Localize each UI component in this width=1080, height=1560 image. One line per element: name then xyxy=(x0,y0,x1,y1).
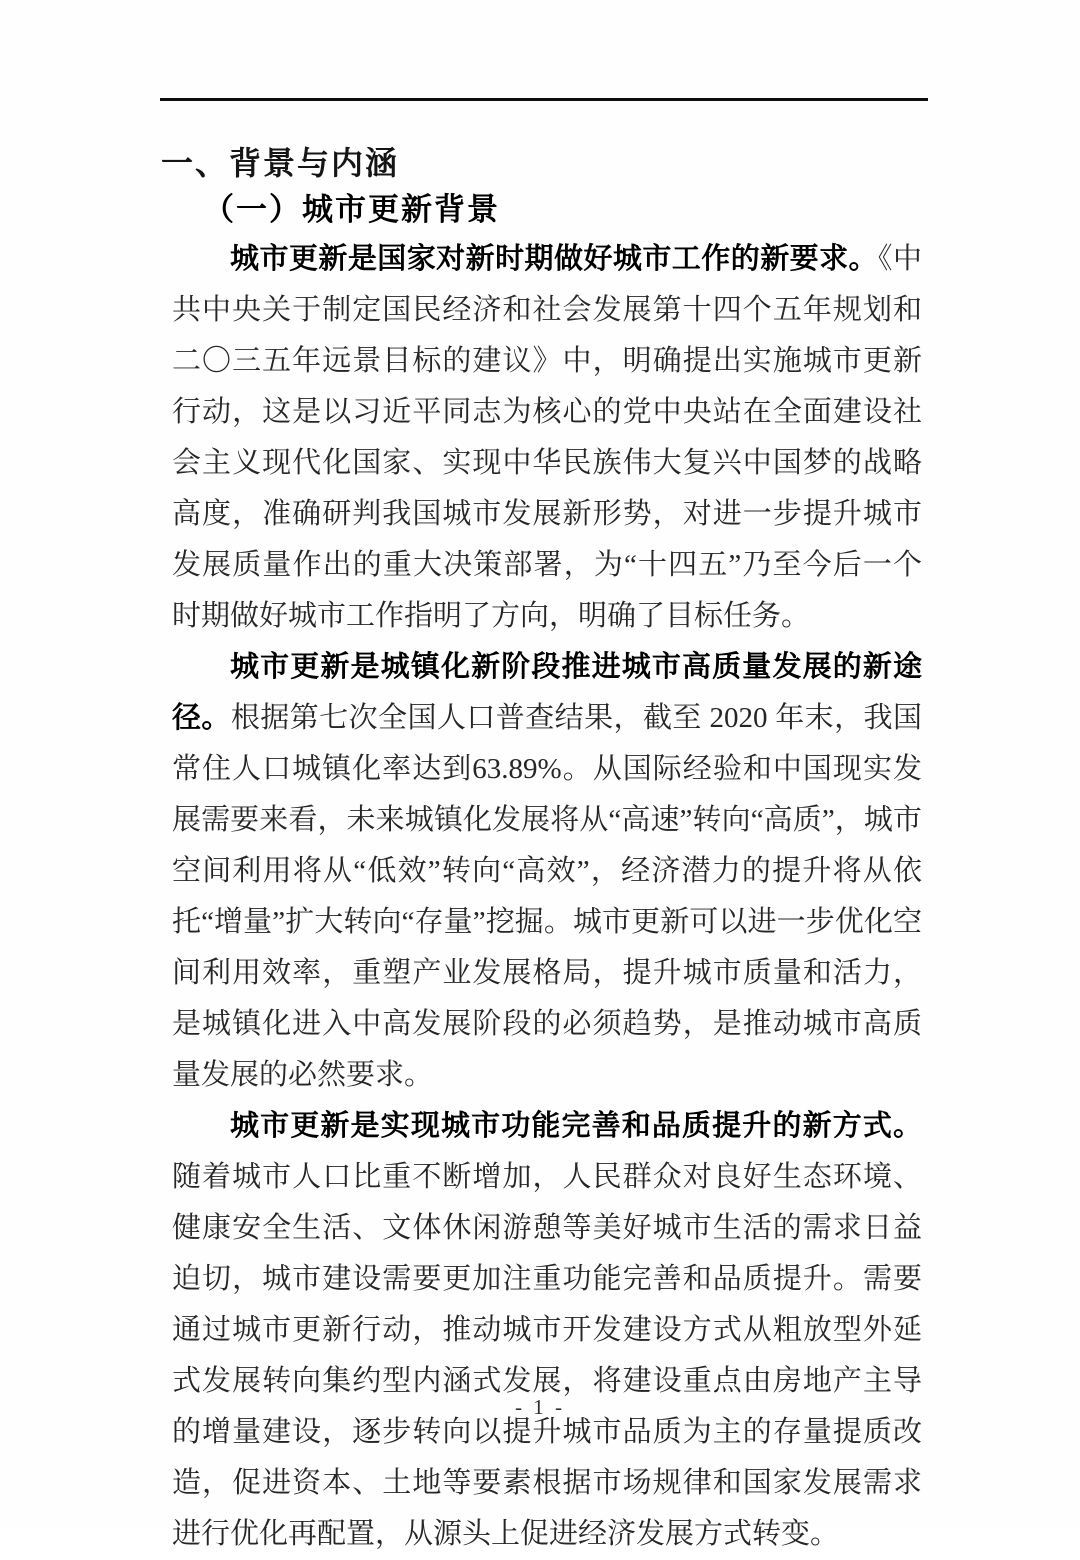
paragraph xyxy=(172,642,922,1101)
paragraph-lead: 城市更新是城镇化新阶段推进城市高质量发展的新途径。 xyxy=(172,651,922,734)
paragraph-body: 根据第七次全国人口普查结果，截至 2020 年末，我国常住人口城镇化率达到63.89%。从国际经验和中国现实发展需要来看，未来城镇化发展将从“高速”转向“高质”，城市空间利用将从“低效”转向“高效”，经济潜力的提升将从依托“增量”扩大转向“存量”挖掘。城市更新可以进一步优化空间利用效率，重塑产业发展格局，提升城市质量和活力，是城镇化进入中高发展阶段的必须趋势，是推动城市高质量发展的必然要求。 xyxy=(172,702,922,1091)
paragraph-lead: 城市更新是国家对新时期做好城市工作的新要求。 xyxy=(230,243,879,275)
subsection-heading: （一）城市更新背景 xyxy=(203,192,500,227)
paragraph xyxy=(172,234,922,642)
paragraph xyxy=(172,1101,922,1560)
article-body xyxy=(172,234,922,1560)
paragraph-lead: 城市更新是实现城市功能完善和品质提升的新方式。 xyxy=(230,1110,922,1142)
section-heading: 一、背景与内涵 xyxy=(161,145,400,181)
paragraph-body: 《中共中央关于制定国民经济和社会发展第十四个五年规划和二〇三五年远景目标的建议》中，明确提出实施城市更新行动，这是以习近平同志为核心的党中央站在全面建设社会主义现代化国家、实现中华民族伟大复兴中国梦的战略高度，准确研判我国城市发展新形势，对进一步提升城市发展质量作出的重大决策部署，为“十四五”乃至今后一个时期做好城市工作指明了方向，明确了目标任务。 xyxy=(172,243,922,632)
paragraph-body: 随着城市人口比重不断增加，人民群众对良好生态环境、健康安全生活、文体休闲游憩等美好城市生活的需求日益迫切，城市建设需要更加注重功能完善和品质提升。需要通过城市更新行动，推动城市开发建设方式从粗放型外延式发展转向集约型内涵式发展，将建设重点由房地产主导的增量建设，逐步转向以提升城市品质为主的存量提质改造，促进资本、土地等要素根据市场规律和国家发展需求进行优化再配置，从源头上促进经济发展方式转变。 xyxy=(172,1161,922,1550)
header-rule xyxy=(160,98,928,101)
page-number: - 1 - xyxy=(515,1395,565,1419)
